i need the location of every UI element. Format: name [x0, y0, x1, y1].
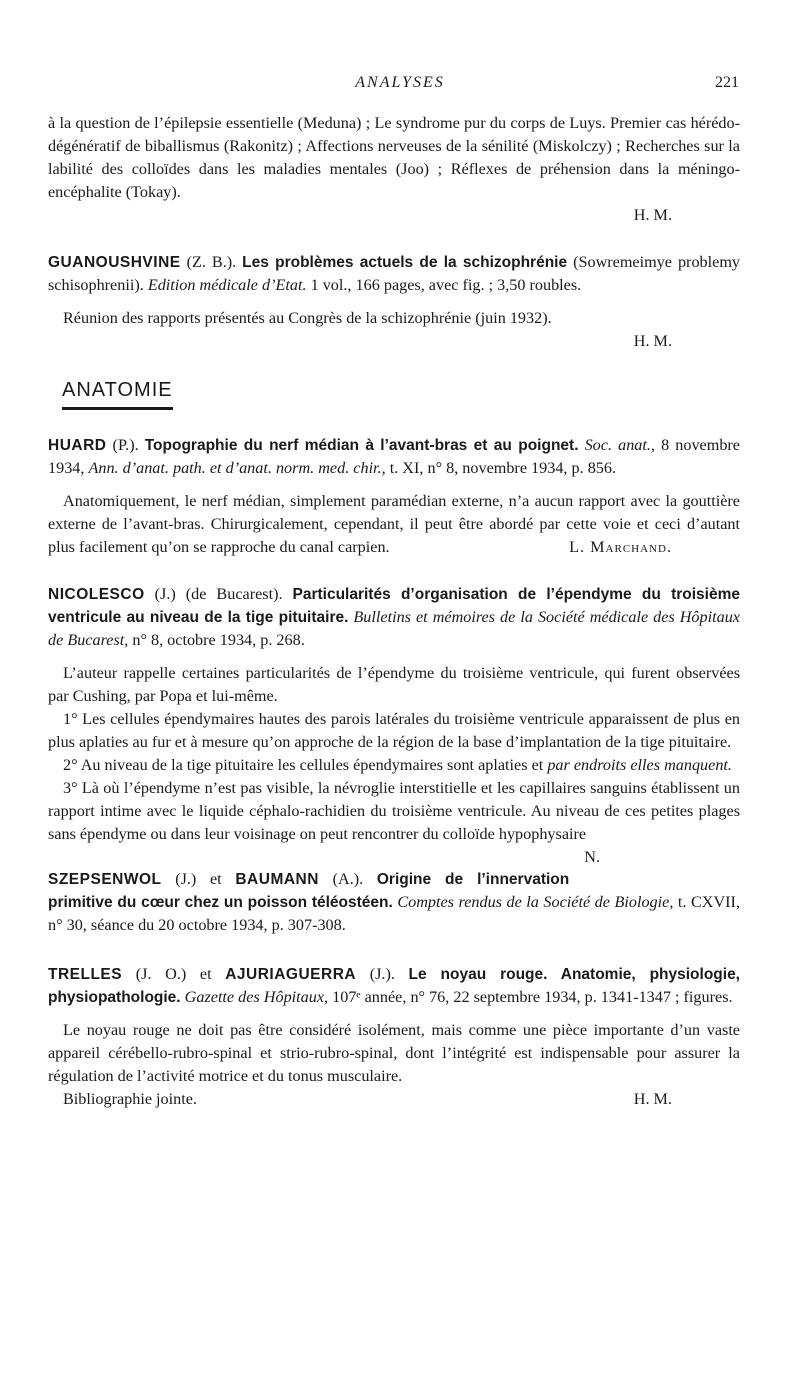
- journal-name-2: Ann. d’anat. path. et d’anat. norm. med. chir.,: [88, 459, 386, 477]
- author-initials-1: (J.): [161, 870, 210, 888]
- reviewer-signature: H. M.: [633, 332, 672, 350]
- citation: [48, 868, 740, 937]
- bibliography-text: Bibliographie jointe.: [63, 1090, 197, 1108]
- reviewer-signature: N.: [584, 848, 600, 866]
- journal-name: Gazette des Hôpitaux,: [180, 988, 329, 1006]
- author-name: GUANOUSHVINE: [48, 254, 181, 271]
- paragraph-text: 3° Là où l’épendyme n’est pas visible, la névroglie interstitielle et les capillaires sanguins établissent un rapport intime avec le liquide céphalo-rachidien du troisième ventricule. Au niveau de ces petites plages sans épendyme ou dans leur voisinage on peut rencontrer du colloïde hypophysaire: [48, 779, 740, 843]
- reviewer-signature: L. Marchand.: [569, 538, 672, 556]
- publication-details-2: t. XI, n° 8, novembre 1934, p. 856.: [385, 459, 617, 477]
- summary: Réunion des rapports présentés au Congrès de la schizophrénie (juin 1932).: [63, 309, 552, 327]
- article-title: Topographie du nerf médian à l’avant-bras et au poignet.: [144, 437, 579, 454]
- journal-name: Soc. anat.,: [578, 436, 655, 454]
- summary: Le noyau rouge ne doit pas être considéré isolément, mais comme une pièce importante d’un vaste appareil cérébello-rubro-spinal et strio-rubro-spinal, dont l’intégrité est indispensable pour assurer la régulation de l’activité motrice et du tonus musculaire.: [48, 1021, 740, 1085]
- author-name-1: TRELLES: [48, 966, 123, 983]
- author-name: NICOLESCO: [48, 586, 145, 603]
- publication-details: 107ᵉ année, n° 76, 22 septembre 1934, p. 1341-1347 ; figures.: [328, 988, 733, 1006]
- author-name-2: BAUMANN: [235, 871, 319, 888]
- publication-details: 1 vol., 166 pages, avec fig. ; 3,50 roubles.: [306, 276, 582, 294]
- bibliography-note: [48, 1088, 740, 1111]
- section-heading-anatomie: [62, 379, 740, 410]
- paragraph-text: 2° Au niveau de la tige pituitaire les cellules épendymaires sont aplaties et: [63, 756, 548, 774]
- review-nicolesco: [48, 583, 740, 866]
- author-initials: (Z. B.).: [180, 253, 243, 271]
- summary-paragraph-3: [48, 754, 740, 777]
- article-title: Le noyau rouge. Anatomie, physiologie, physiopathologie.: [48, 966, 740, 1006]
- author-initials-1: (J. O.): [122, 965, 200, 983]
- original-title: (Sowremeimye problemy schisophrenii).: [48, 253, 741, 294]
- author-name-2: AJURIAGUERRA: [225, 966, 357, 983]
- journal-name: Comptes rendus de la Société de Biologie,: [392, 893, 674, 911]
- citation: [48, 434, 740, 480]
- article-title: Particularités d’organisation de l’épendyme du troisième ventricule au niveau de la tige pituitaire.: [48, 586, 740, 626]
- summary: [48, 490, 740, 559]
- conjunction: et: [210, 870, 236, 888]
- citation: [48, 963, 740, 1009]
- intro-text: à la question de l’épilepsie essentielle (Meduna) ; Le syndrome pur du corps de Luys. Premier cas hérédo-dégénératif de biballismus (Rakonitz) ; Affections nerveuses de la sénilité (Miskolczy) ; Recherches sur la labilité des colloïdes dans les maladies mentales (Joo) ; Réflexes de préhension dans la méningo-encéphalite (Tokay).: [48, 114, 740, 201]
- author-initials-2: (J.).: [356, 965, 409, 983]
- publication-details: 8 novembre 1934,: [48, 436, 740, 477]
- article-title: Origine de l’innervation primitive du cœur chez un poisson téléostéen.: [48, 871, 570, 911]
- summary-text: Anatomiquement, le nerf médian, simplement paramédian externe, n’a aucun rapport avec la gouttière externe de l’avant-bras. Chirurgicalement, cependant, il peut être abordé par cette voie et ceci d’autant plus facilement qu’on se rapproche du canal carpien.: [48, 492, 740, 556]
- review-szepsenwol-baumann: [48, 868, 740, 937]
- summary-paragraph-4: [48, 777, 740, 866]
- review-trelles-ajuriaguerra: [48, 963, 740, 1111]
- author-initials: (P.).: [106, 436, 145, 454]
- intro-signature: H. M.: [633, 206, 672, 224]
- emphasis-text: par endroits elles manquent.: [547, 756, 732, 774]
- page-body: [48, 112, 740, 1111]
- intro-continuation: [48, 112, 740, 227]
- section-title: ANATOMIE: [62, 379, 173, 410]
- author-name-1: SZEPSENWOL: [48, 871, 162, 888]
- reviewer-signature: H. M.: [633, 1090, 672, 1108]
- summary-paragraph-1: L’auteur rappelle certaines particularités de l’épendyme du troisième ventricule, qui furent observées par Cushing, par Popa et lui-même.: [48, 664, 740, 705]
- summary-paragraph-2: 1° Les cellules épendymaires hautes des parois latérales du troisième ventricule apparaissent de plus en plus aplaties au fur et à mesure qu’on approche de la région de la base d’implantation de la tige pituitaire.: [48, 710, 740, 751]
- conjunction: et: [199, 965, 226, 983]
- author-name: HUARD: [48, 437, 107, 454]
- author-initials: (J.) (de Bucarest).: [144, 585, 293, 603]
- review-guanoushvine: [48, 251, 740, 353]
- citation: [48, 251, 740, 297]
- journal-name: Bulletins et mémoires de la Société médicale des Hôpitaux de Bucarest,: [48, 608, 740, 649]
- citation: [48, 583, 740, 652]
- page-number: 221: [715, 74, 739, 91]
- review-huard: [48, 434, 740, 559]
- article-title: Les problèmes actuels de la schizophrénie: [242, 254, 568, 271]
- publication-details: n° 8, octobre 1934, p. 268.: [128, 631, 305, 649]
- publisher: Edition médicale d’Etat.: [147, 276, 307, 294]
- running-header: [0, 74, 800, 98]
- author-initials-2: (A.).: [318, 870, 377, 888]
- running-title: ANALYSES: [355, 74, 445, 91]
- publication-details: t. CXVII, n° 30, séance du 20 octobre 1934, p. 307-308.: [48, 893, 740, 934]
